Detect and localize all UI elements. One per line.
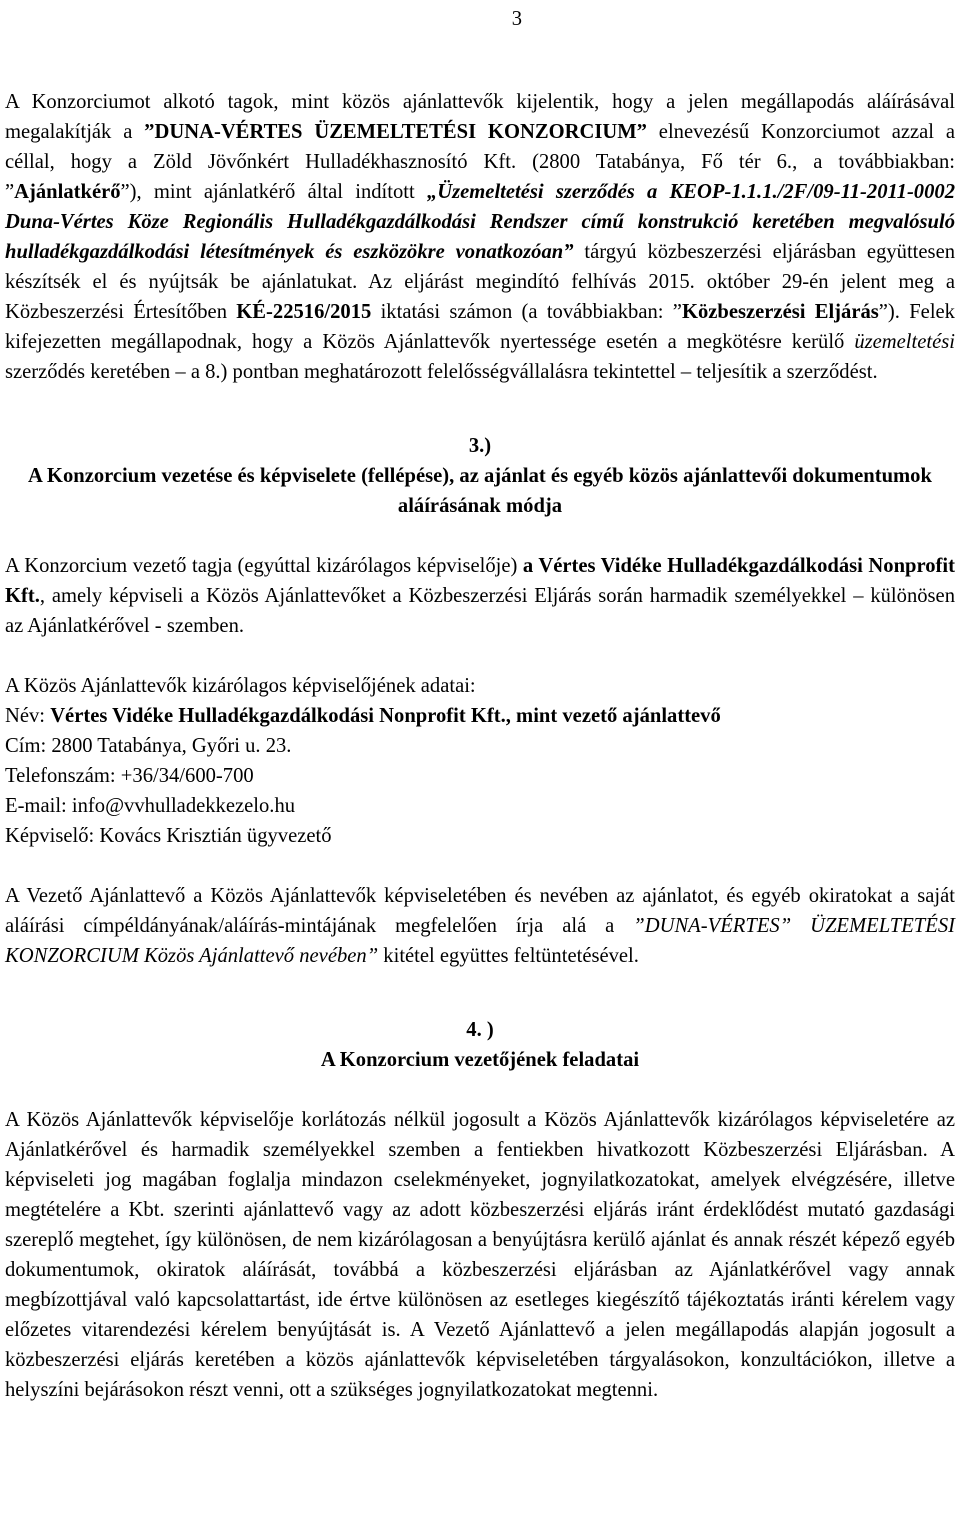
paragraph-signature: [5, 881, 955, 971]
text: A Konzorcium vezető tagja (egyúttal kizárólagos képviselője): [5, 555, 523, 577]
text: A Vezető Ajánlattevő a Közös Ajánlattevők képviseletében és nevében az ajánlatot, és egyéb okiratokat a saját aláírási címpéldányának/aláírás-mintájának megfelelően írja alá a: [5, 885, 955, 937]
ke-number: KÉ-22516/2015: [236, 301, 372, 323]
text: elnevezésű Konzorciumot azzal a céllal, hogy a Zöld Jövőnkért Hulladékhasznosító Kft. (2800 Tatabánya, Fő tér 6.: [5, 121, 955, 173]
paragraph-leader-duties: A Közös Ajánlattevők képviselője korlátozás nélkül jogosult a Közös Ajánlattevők kizárólagos képviseletére az Ajánlatkérővel és harmadik személyekkel szemben a fentiekben hivatkozott Közbeszerzési Eljárásban. A képviseleti jog magában foglalja mindazon cselekményeket, jognyilatkozatokat, amelyek elvégzésére, illetve megtételére a Kbt. szerinti ajánlattevő vagy az adott közbeszerzési eljárás iránt érdeklődést mutató gazdasági szereplő megtehet, így különösen, de nem kizárólagosan a benyújtásra kerülő ajánlat és annak részét képező egyéb dokumentumok, okiratok aláírását, továbbá a közbeszerzési eljárásban az Ajánlatkérővel vagy annak megbízottjával való kapcsolattartást, ide értve különösen az esetleges kiegészítő tájékoztatás iránti kérelem vagy előzetes vitarendezési kérelem benyújtását is. A Vezető Ajánlattevő a jelen megállapodás alapján jogosult a közbeszerzési eljárás keretében a közös ajánlattevők képviseletében tárgyalásokon, konzultációkon, illetve a helyszíni bejárásokon részt venni, ott a szükséges jognyilatkozatokat megtenni.: [5, 1109, 955, 1401]
signature-text: ”DUNA-VÉRTES” ÜZEMELTETÉSI KONZORCIUM Közös Ajánlattevő nevében”: [5, 915, 955, 967]
representative-name-line: [5, 701, 955, 731]
contract-title: „Üzemeltetési szerződés a KEOP-1.1.1./2F/09-11-2011-0002 Duna-Vértes Köze Regionális Hulladékgazdálkodási Rendszer című konstrukció keretében megvalósuló hulladékgazdálkodási létesítmények és eszközökre vonatkozóan”: [5, 181, 955, 263]
representative-email: E-mail: info@vvhulladekkezelo.hu: [5, 795, 296, 817]
text: , a továbbiakban: ”: [5, 151, 955, 203]
representative-details: [5, 671, 955, 851]
text: kitétel együttes feltüntetésével.: [378, 945, 639, 967]
name-label: Név:: [5, 705, 51, 727]
text: ”), mint ajánlatkérő által indított: [120, 181, 427, 203]
representative-person: Képviselő: Kovács Krisztián ügyvezető: [5, 825, 332, 847]
text: iktatási számon (a továbbiakban: ”: [371, 301, 682, 323]
name-value: Vértes Vidéke Hulladékgazdálkodási Nonprofit Kft., mint vezető ajánlattevő: [50, 705, 721, 727]
representative-address: Cím: 2800 Tatabánya, Győri u. 23.: [5, 735, 292, 757]
uzemeltetesi-term: üzemeltetési: [854, 331, 955, 353]
representative-phone: Telefonszám: +36/34/600-700: [5, 765, 254, 787]
ajanlatkero-term: Ajánlatkérő: [14, 181, 121, 203]
paragraph-consortium-leader: [5, 551, 955, 641]
kozbeszerzesi-eljaras-term: Közbeszerzési Eljárás: [681, 301, 879, 323]
section-3-number: 3.): [468, 435, 492, 457]
document-body: [5, 87, 955, 1405]
text: ”). Felek kifejezetten megállapodnak, hogy a Közös Ajánlattevők nyertessége esetén a megkötésre kerülő: [5, 301, 955, 353]
page-number: 3: [511, 8, 522, 30]
consortium-name: ”DUNA-VÉRTES ÜZEMELTETÉSI KONZORCIUM”: [144, 121, 647, 143]
text: A Konzorciumot alkotó tagok, mint közös ajánlattevők kijelentik, hogy a jelen megállapodás aláírásával megalakítják a: [5, 91, 955, 143]
representative-heading: A Közös Ajánlattevők kizárólagos képviselőjének adatai:: [5, 675, 476, 697]
text: tárgyú közbeszerzési eljárásban együttesen készítsék el és nyújtsák be ajánlatukat. Az eljárást megindító felhívás 2015. október 29-én jelent meg a Közbeszerzési Értesítőben: [5, 241, 956, 323]
text: , amely képviseli a Közös Ajánlattevőket a Közbeszerzési Eljárás során harmadik személyekkel – különösen az Ajánlatkérővel - szemben.: [5, 585, 955, 637]
leader-name: a Vértes Vidéke Hulladékgazdálkodási Nonprofit Kft.: [5, 555, 955, 607]
paragraph-consortium-formation: [5, 87, 955, 387]
section-4-title: A Konzorcium vezetőjének feladatai: [320, 1049, 640, 1071]
section-4-number: 4. ): [466, 1019, 494, 1041]
text: szerződés keretében – a 8.) pontban meghatározott felelősségvállalásra tekintettel – teljesítik a szerződést.: [5, 361, 878, 383]
section-3-title: A Konzorcium vezetése és képviselete (fellépése), az ajánlat és egyéb közös ajánlattevői dokumentumok aláírásának módja: [28, 465, 932, 517]
